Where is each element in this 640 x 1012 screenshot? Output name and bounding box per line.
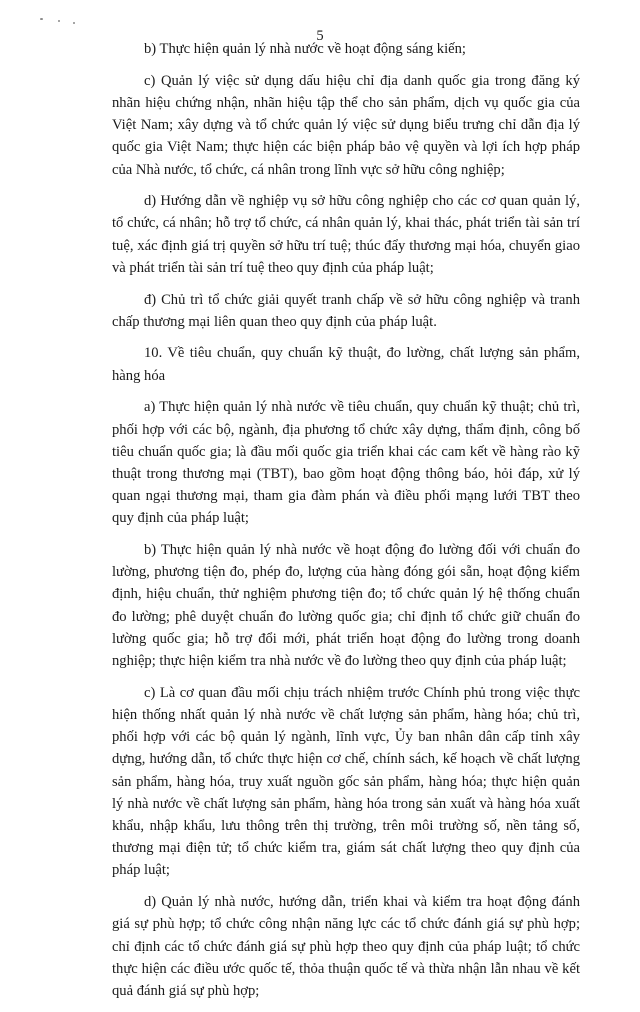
- scan-speck: [73, 22, 75, 24]
- scan-speck: [58, 20, 60, 22]
- paragraph-c-national-place-name: c) Quản lý việc sử dụng dấu hiệu chỉ địa danh quốc gia trong đăng ký nhãn hiệu chứng nhận, nhãn hiệu tập thể cho sản phẩm, dịch vụ quốc gia của Việt Nam; xây dựng và tổ chức quản lý việc sử dụng biểu trưng chỉ dẫn địa lý quốc gia Việt Nam; thực hiện các biện pháp bảo vệ quyền và lợi ích hợp pháp của Nhà nước, tổ chức, cá nhân trong lĩnh vực sở hữu công nghiệp;: [112, 72, 580, 178]
- paragraph-d-conformity-assessment: d) Quản lý nhà nước, hướng dẫn, triển khai và kiểm tra hoạt động đánh giá sự phù hợp; tổ chức công nhận năng lực các tổ chức đánh giá sự phù hợp; chỉ định các tổ chức đánh giá sự phù hợp theo quy định của pháp luật; tổ chức thực hiện các điều ước quốc tế, thỏa thuận quốc tế và thừa nhận lẫn nhau về kết quả đánh giá sự phù hợp;: [112, 894, 580, 999]
- paragraph-b-initiatives: b) Thực hiện quản lý nhà nước về hoạt động sáng kiến;: [144, 41, 466, 57]
- scan-speck: [40, 18, 43, 20]
- page-number: 5: [316, 28, 324, 44]
- paragraph-b-metrology: b) Thực hiện quản lý nhà nước về hoạt động đo lường đối với chuẩn đo lường, phương tiện đo, phép đo, lượng của hàng đóng gói sẵn, hoạt động kiểm định, hiệu chuẩn, thử nghiệm phương tiện đo; tổ chức quản lý hệ thống chuẩn đo lường; phê duyệt chuẩn đo lường quốc gia; chỉ định tổ chức giữ chuẩn đo lường quốc gia; hỗ trợ đổi mới, phát triển hoạt động đo lường trong doanh nghiệp; thực hiện kiểm tra nhà nước về đo lường theo quy định của pháp luật;: [112, 542, 580, 670]
- paragraph-dd-dispute-resolution: đ) Chủ trì tổ chức giải quyết tranh chấp về sở hữu công nghiệp và tranh chấp thương mại liên quan theo quy định của pháp luật.: [112, 291, 580, 330]
- section-10-heading: 10. Về tiêu chuẩn, quy chuẩn kỹ thuật, đo lường, chất lượng sản phẩm, hàng hóa: [112, 345, 580, 384]
- paragraph-d-ip-guidance: d) Hướng dẫn về nghiệp vụ sở hữu công nghiệp cho các cơ quan quản lý, tổ chức, cá nhân; hỗ trợ tổ chức, cá nhân quản lý, khai thác, phát triển tài sản trí tuệ, xác định giá trị quyền sở hữu trí tuệ; thúc đẩy thương mại hóa, chuyển giao và phát triển tài sản trí tuệ theo quy định của pháp luật;: [112, 193, 580, 276]
- document-body: [112, 38, 580, 1012]
- paragraph-c-product-quality: c) Là cơ quan đầu mối chịu trách nhiệm trước Chính phủ trong việc thực hiện thống nhất quản lý nhà nước về chất lượng sản phẩm, hàng hóa; chủ trì, phối hợp với các bộ quản lý ngành, lĩnh vực, Ủy ban nhân dân cấp tỉnh xây dựng, hướng dẫn, tổ chức thực hiện cơ chế, chính sách, kế hoạch về chất lượng sản phẩm, hàng hóa, truy xuất nguồn gốc sản phẩm, hàng hóa; thực hiện quản lý nhà nước về chất lượng sản phẩm, hàng hóa trong sản xuất và hàng hóa xuất khẩu, nhập khẩu, lưu thông trên thị trường, trên môi trường số, nền tảng số, thương mại điện tử; tổ chức kiểm tra, giám sát chất lượng theo quy định của pháp luật;: [112, 684, 580, 879]
- paragraph-a-standards: a) Thực hiện quản lý nhà nước về tiêu chuẩn, quy chuẩn kỹ thuật; chủ trì, phối hợp với các bộ, ngành, địa phương tổ chức xây dựng, thẩm định, công bố tiêu chuẩn quốc gia; là đầu mối quốc gia triển khai các cam kết về hàng rào kỹ thuật trong thương mại (TBT), bao gồm hoạt động thông báo, hỏi đáp, xử lý quan ngại thương mại, tham gia đàm phán và điều phối mạng lưới TBT theo quy định của pháp luật;: [112, 399, 580, 527]
